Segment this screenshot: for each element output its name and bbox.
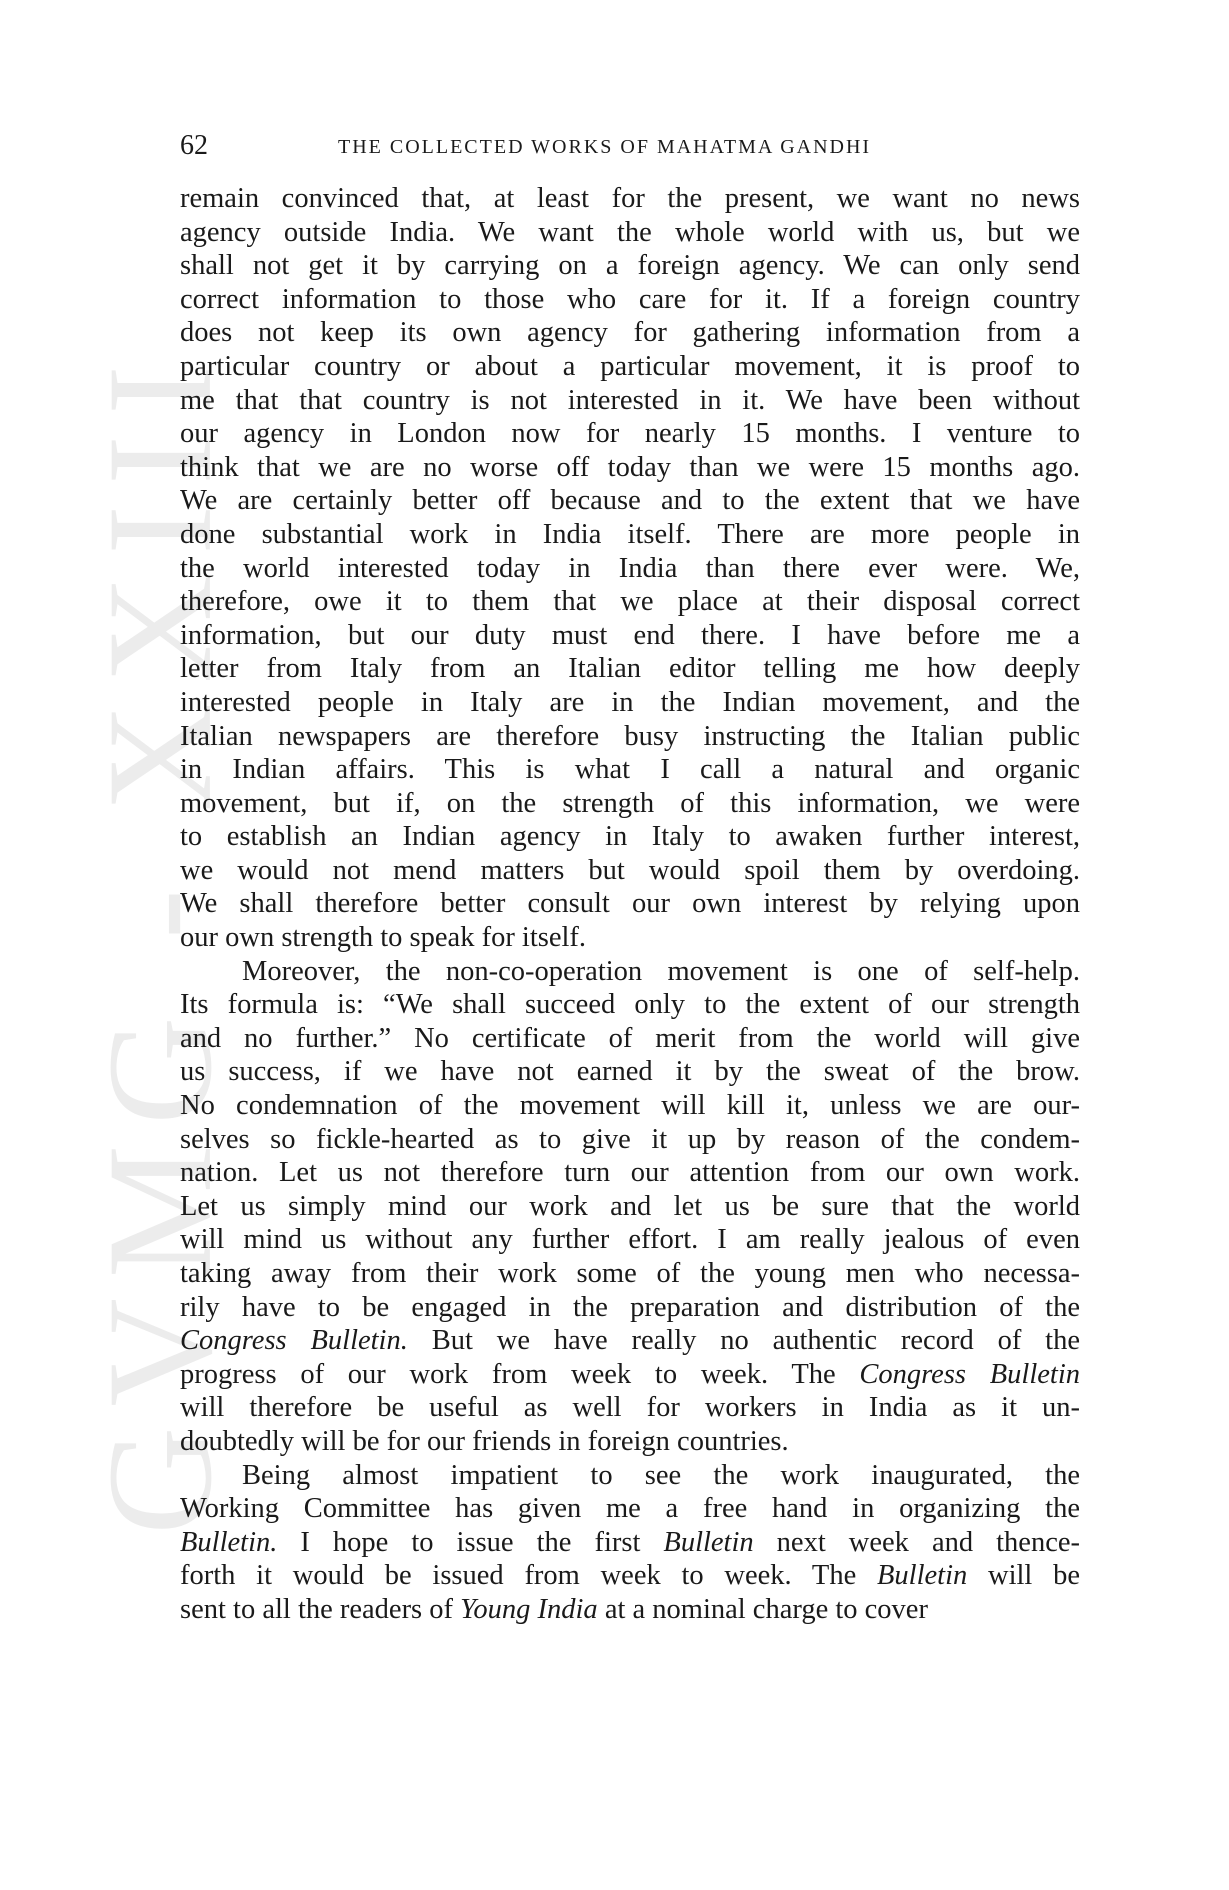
text-line: movement, but if, on the strength of this information, we were [180,787,1080,819]
text-line: shall not get it by carrying on a foreign agency. We can only send [180,250,1080,282]
text-line: and no further.” No certificate of merit from the world will give [180,1022,1080,1054]
text-line: us success, if we have not earned it by the sweat of the brow. [180,1056,1080,1088]
italic-title: Bulletin. [180,1526,278,1558]
running-head: THE COLLECTED WORKS OF MAHATMA GANDHI [338,136,872,158]
italic-title: Bulletin [663,1526,754,1558]
italic-title: Young India [460,1593,598,1625]
text-line: Its formula is: “We shall succeed only to the extent of our strength [180,989,1080,1021]
text-line: letter from Italy from an Italian editor telling me how deeply [180,653,1080,685]
text-line: our agency in London now for nearly 15 months. I venture to [180,418,1080,450]
text-line: our own strength to speak for itself. [180,922,587,954]
text-line: Congress Bulletin. But we have really no authentic record of the [180,1325,1080,1357]
text-line: rily have to be engaged in the preparation and distribution of the [180,1291,1080,1323]
italic-title: Congress Bulletin [859,1358,1080,1390]
page-number: 62 [180,130,208,161]
paragraph [180,182,1080,955]
page-header [180,130,1080,170]
text-line: think that we are no worse off today than we were 15 months ago. [180,451,1080,483]
text-line: does not keep its own agency for gathering information from a [180,317,1080,349]
paragraph [180,955,1080,1459]
text-line: will mind us without any further effort. I am really jealous of even [180,1224,1080,1256]
italic-title: Congress Bulletin. [180,1325,408,1357]
body-text [180,182,1080,1627]
text-line: forth it would be issued from week to week. The Bulletin will be [180,1560,1080,1592]
text-line: Bulletin. I hope to issue the first Bulletin next week and thence- [180,1526,1080,1558]
text-line: the world interested today in India than there ever were. We, [180,552,1080,584]
italic-title: Bulletin [877,1560,968,1592]
text-line: sent to all the readers of Young India at a nominal charge to cover [180,1593,928,1625]
text-line: remain convinced that, at least for the present, we want no news [180,183,1080,214]
paragraph [180,1459,1080,1627]
text-line: we would not mend matters but would spoil them by overdoing. [180,854,1080,886]
text-line: will therefore be useful as well for workers in India as it un- [180,1392,1080,1424]
text-line: information, but our duty must end there. I have before me a [180,619,1080,651]
watermark-text: GVMG - XXIII [77,345,243,1535]
text-line: me that that country is not interested in it. We have been without [180,384,1080,416]
text-line: in Indian affairs. This is what I call a natural and organic [180,754,1080,786]
text-line: selves so fickle-hearted as to give it up by reason of the condem- [180,1123,1080,1155]
text-line: agency outside India. We want the whole world with us, but we [180,216,1080,248]
text-line: Working Committee has given me a free hand in organizing the [180,1493,1080,1525]
text-line: Let us simply mind our work and let us be sure that the world [180,1190,1080,1222]
text-line: done substantial work in India itself. There are more people in [180,518,1080,550]
text-line: Being almost impatient to see the work inaugurated, the [242,1459,1080,1491]
text-line: correct information to those who care for it. If a foreign country [180,283,1080,315]
text-line: nation. Let us not therefore turn our attention from our own work. [180,1157,1080,1189]
text-line: therefore, owe it to them that we place at their disposal correct [180,586,1080,618]
text-line: We are certainly better off because and to the extent that we have [180,485,1080,517]
text-line: interested people in Italy are in the Indian movement, and the [180,686,1080,718]
text-line: No condemnation of the movement will kill it, unless we are our- [180,1090,1080,1122]
text-line: to establish an Indian agency in Italy to awaken further interest, [180,821,1080,853]
text-line: doubtedly will be for our friends in foreign countries. [180,1425,789,1457]
text-line: Italian newspapers are therefore busy instructing the Italian public [180,720,1080,752]
text-line: particular country or about a particular movement, it is proof to [180,350,1080,382]
text-line: We shall therefore better consult our own interest by relying upon [180,888,1080,920]
text-line: Moreover, the non-co-operation movement is one of self-help. [242,955,1080,987]
text-line: taking away from their work some of the young men who necessa- [180,1258,1080,1289]
text-line: progress of our work from week to week. The Congress Bulletin [180,1358,1080,1390]
